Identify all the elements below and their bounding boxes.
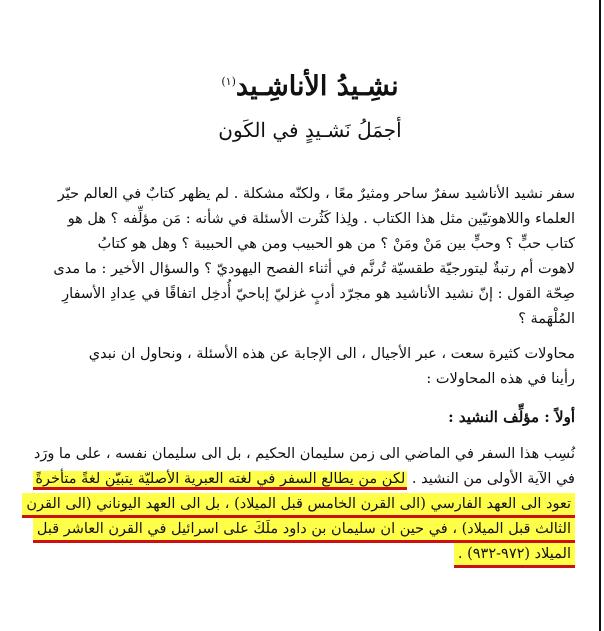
paragraph-authorship xyxy=(26,442,575,567)
paragraph-attempts xyxy=(40,342,575,392)
highlighted-text: لكن من يطالع السفر في لغته العبرية الأصليّة يتبيّن لغةً متأخرةً xyxy=(33,471,407,490)
footnote-marker[interactable]: (١) xyxy=(221,75,236,88)
plain-text: في الآية الأولى من النشيد . xyxy=(411,471,575,487)
paragraph-intro xyxy=(40,182,575,332)
text-line: كتاب حبٍّ ؟ وحبٍّ بين مَنْ ومَنْ ؟ من هو الحبيب ومن هي الحبيبة ؟ وهل هو كتابُ xyxy=(97,236,575,252)
page-title xyxy=(40,62,580,107)
text-line: محاولات كثيرة سعت ، عبر الأجيال ، الى الإجابة عن هذه الأسئلة ، ونحاول ان نبدي xyxy=(88,346,575,362)
highlighted-text: الميلاد (٩٧٢-٩٣٢) . xyxy=(454,543,575,568)
section-heading: أولاً : مؤلِّف النشيد : xyxy=(448,408,575,426)
highlighted-text: تعود الى العهد الفارسي (الى القرن الخامس قبل الميلاد) ، بل الى العهد اليوناني (الى القرن xyxy=(22,493,575,518)
title-text: نشِـيدُ الأناشِـيد xyxy=(235,71,399,102)
highlighted-line xyxy=(40,542,575,567)
highlighted-line xyxy=(36,517,575,542)
text-line: سفر نشيد الأناشيد سفرٌ ساحر ومثيرٌ معًا ، ولكنّه مشكلة . لم يظهر كتابٌ في العالم حيّر xyxy=(57,186,575,202)
text-line xyxy=(35,467,575,492)
text-line: صِحّة القول : إنّ نشيد الأناشيد هو مجرّد أدبٍ غزليّ إباحيّ أُدخِل اتفاقًا في عِدادِ الأسفارِ xyxy=(62,286,575,302)
text-line: العلماء واللاهوتيّين مثل هذا الكتاب . ولِذا كَثُرت الأسئلة في شأنه : مَن مؤلِّفه ؟ هل هو xyxy=(67,211,575,227)
text-line: لاهوت أم رتبةٌ ليتورجيّة طقسيّة تُرنَّم في أثناء الفصح اليهوديّ ؟ والسؤال الأخير : ما مدى xyxy=(53,261,575,277)
text-line: نُسِب هذا السفر في الماضي الى زمن سليمان الحكيم ، بل الى سليمان نفسه ، على ما ورَد xyxy=(33,446,575,462)
highlighted-line xyxy=(26,492,575,517)
text-line: المُلْهَمة ؟ xyxy=(518,311,575,327)
text-line: رأينا في هذه المحاولات : xyxy=(426,371,575,387)
highlighted-text: الثالث قبل الميلاد) ، في حين ان سليمان بن داود ملَكَ على اسرائيل في القرن العاشر قبل xyxy=(33,518,575,543)
page-subtitle: أجمَلُ نَشـيدٍ في الكَون xyxy=(218,118,402,142)
